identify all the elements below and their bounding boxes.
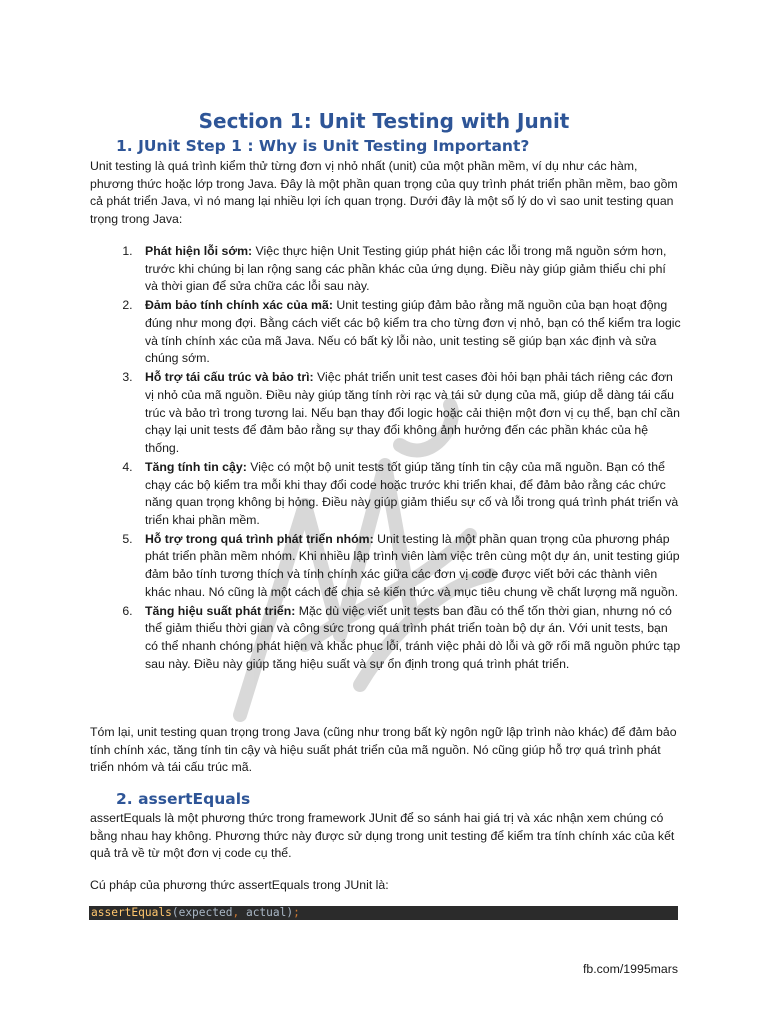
code-semicolon: ; <box>293 906 300 919</box>
list-item-text: Unit testing là một phần quan trọng của phương pháp phát triển phần mềm nhóm. Khi nhiều lập trình viên làm việc trên cùng một dự án, unit testing giúp đảm bảo tính tương thích và tính chính xác giữa các đơn vị code được viết bởi các thành viên khác nhau. Nó cũng là một cách để chia sẻ kiến thức và mục tiêu chung về chất lượng mã nguồn. <box>145 531 680 599</box>
syntax-label: Cú pháp của phương thức assertEquals trong JUnit là: <box>90 878 389 892</box>
list-item-text: Việc thực hiện Unit Testing giúp phát hiện các lỗi trong mã nguồn sớm hơn, trước khi chúng bị lan rộng sang các phần khác của ứng dụng. Điều này giúp giảm thiểu chi phí và thời gian để sửa chữa các lỗi sau này. <box>145 244 667 294</box>
footer-link[interactable]: fb.com/1995mars <box>582 962 678 976</box>
list-item-text: Mặc dù việc viết unit tests ban đầu có thể tốn thời gian, nhưng nó có thể giảm thiểu thời gian và công sức trong quá trình phát triển toàn bộ dự án. Với unit tests, bạn có thể nhanh chóng phát hiện và khắc phục lỗi, tránh việc phải dò lỗi và gỡ rối mã nguồn phức tạp sau này. Điều này giúp tăng hiệu suất và sự ổn định trong quá trình phát triển. <box>145 603 681 671</box>
code-open-paren: ( <box>171 906 179 919</box>
section-2-heading: 2. assertEquals <box>116 790 251 808</box>
list-item-text: Việc có một bộ unit tests tốt giúp tăng tính tin cậy của mã nguồn. Bạn có thể chạy các bộ kiểm tra mỗi khi thay đổi code hoặc trước khi triển khai, để đảm bảo rằng các chức năng quan trọng không bị hỏng. Điều này giúp giảm thiểu sự cố và lỗi trong quá trình phát triển và triển khai phần mềm. <box>145 459 679 527</box>
code-param-actual: actual <box>239 906 287 919</box>
section-1-intro: Unit testing là quá trình kiểm thử từng đơn vị nhỏ nhất (unit) của một phần mềm, ví dụ như các hàm, phương thức hoặc lớp trong Java. Đây là một phần quan trọng của quy trình phát triển phần mềm, bao gồm cả phát triển Java, vì nó mang lại nhiều lợi ích quan trọng. Dưới đây là một số lý do vì sao unit testing quan trọng trong Java: <box>90 159 678 226</box>
list-item-label: Hỗ trợ tái cấu trúc và bảo trì: <box>145 370 314 385</box>
list-item-label: Đảm bảo tính chính xác của mã: <box>145 298 333 313</box>
list-item <box>136 369 682 457</box>
section-1-summary: Tóm lại, unit testing quan trọng trong Java (cũng như trong bất kỳ ngôn ngữ lập trình nào khác) để đảm bảo tính chính xác, tăng tính tin cậy và hiệu suất phát triển của mã nguồn. Nó cũng giúp hỗ trợ quá trình phát triển nhóm và tái cấu trúc mã. <box>90 725 677 775</box>
reasons-list <box>90 243 682 675</box>
page-title: Section 1: Unit Testing with Junit <box>198 109 570 133</box>
list-item <box>136 243 682 296</box>
list-item <box>136 531 682 601</box>
list-item <box>136 603 682 673</box>
code-close-paren: ) <box>286 906 294 919</box>
list-item <box>136 297 682 367</box>
code-snippet <box>89 906 678 920</box>
list-item-label: Phát hiện lỗi sớm: <box>145 244 253 258</box>
code-comma: , <box>232 906 240 919</box>
list-item-label: Hỗ trợ trong quá trình phát triển nhóm: <box>145 531 374 546</box>
list-item-text: Việc phát triển unit test cases đòi hỏi bạn phải tách riêng các đơn vị nhỏ của mã nguồn. Điều này giúp tăng tính rời rạc và tái sử dụng của mã, giúp dễ dàng tái cấu trúc và bảo trì trong tương lai. Nếu bạn thay đổi logic hoặc cải thiện một đơn vị cụ thể, bạn chỉ cần chạy lại unit tests để đảm bảo rằng sự thay đổi không ảnh hưởng đến các phần khác của hệ thống. <box>145 370 680 455</box>
list-item-label: Tăng hiệu suất phát triển: <box>145 603 296 618</box>
section-2-intro: assertEquals là một phương thức trong framework JUnit để so sánh hai giá trị và xác nhận xem chúng có bằng nhau hay không. Phương thức này được sử dụng trong unit testing để kiểm tra tính chính xác của kết quả trả về từ một đơn vị code cụ thể. <box>90 811 675 861</box>
section-1-heading: 1. JUnit Step 1 : Why is Unit Testing Important? <box>116 137 530 155</box>
code-function-name: assertEquals <box>91 906 172 919</box>
list-item-text: Unit testing giúp đảm bảo rằng mã nguồn của bạn hoạt động đúng như mong đợi. Bằng cách viết các bộ kiểm tra cho từng đơn vị nhỏ, bạn có thể kiểm tra logic và tính chính xác của mã Java. Nếu có bất kỳ lỗi nào, unit testing sẽ giúp bạn xác định và sửa chúng sớm. <box>145 298 681 366</box>
code-param-expected: expected <box>178 906 233 919</box>
list-item <box>136 459 682 529</box>
list-item-label: Tăng tính tin cậy: <box>145 459 247 474</box>
